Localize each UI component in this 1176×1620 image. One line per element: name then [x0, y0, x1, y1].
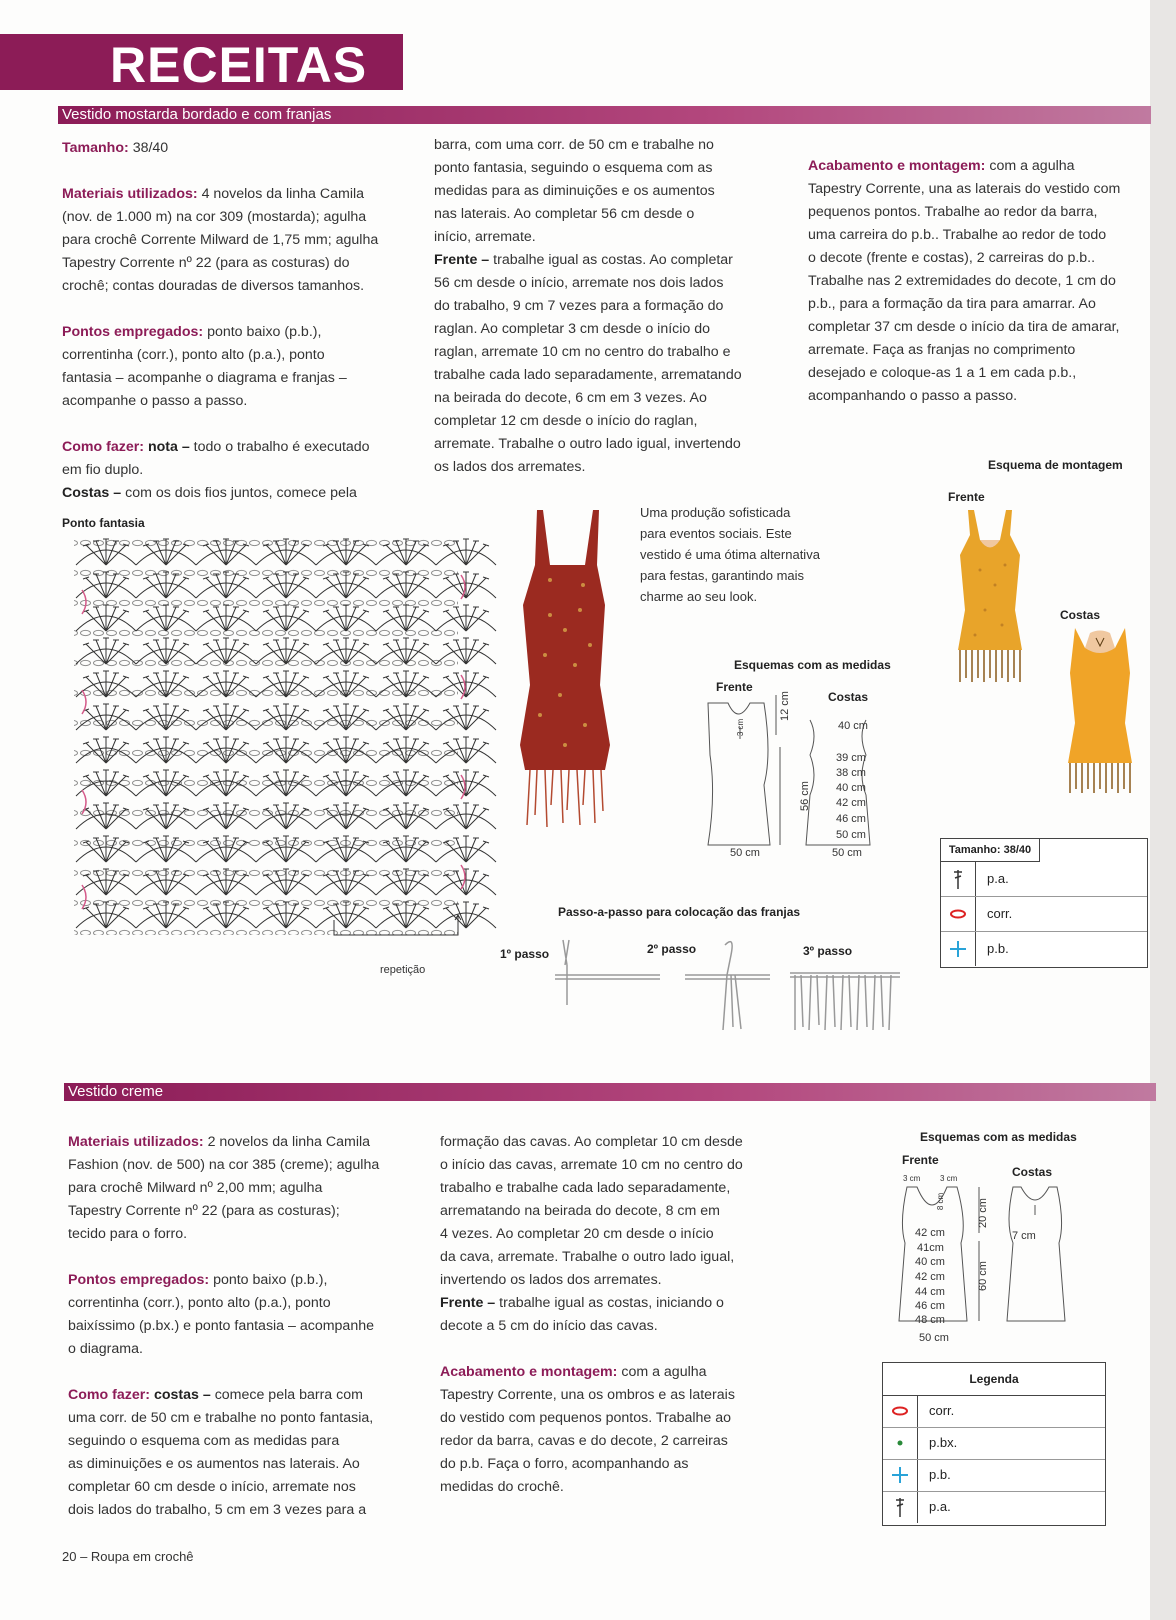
- acabamento-line: completar 37 cm desde o início da tira de amarar,: [808, 319, 1120, 335]
- acabamento-line: desejado e coloque-as 1 a 1 em cada p.b.,: [808, 365, 1077, 381]
- photo-caption-line: para eventos sociais. Este: [640, 526, 792, 541]
- frente-line: arremate. Trabalhe o outro lado igual, invertendo: [434, 436, 741, 452]
- mustard-dress-back: [1050, 628, 1150, 803]
- costas-dim: 50 cm: [832, 847, 862, 859]
- pontos2-line: ponto baixo (p.b.),: [213, 1272, 328, 1288]
- pa-symbol-icon: [941, 862, 976, 896]
- como-nota: nota –: [147, 439, 190, 455]
- materiais2-line: tecido para o forro.: [68, 1226, 188, 1242]
- photo-caption-line: para festas, garantindo mais: [640, 568, 805, 583]
- pontos-label: Pontos empregados:: [62, 324, 204, 340]
- costas-dim: 40 cm: [838, 720, 868, 732]
- pontos2-line: o diagrama.: [68, 1341, 143, 1357]
- acabamento-line: p.b., para a formação da tira para amarrar. Ao: [808, 296, 1096, 312]
- section1-col3: [808, 155, 1153, 408]
- section2-col1: [68, 1131, 413, 1522]
- materiais-line: 4 novelos da linha Camila: [201, 186, 365, 202]
- passo-illustrations: [555, 935, 900, 1030]
- frente2-label: Frente –: [440, 1295, 496, 1311]
- acabamento-line: pequenos pontos. Trabalhe ao redor da barra,: [808, 204, 1098, 220]
- legend-1-label: p.b.: [987, 941, 1009, 956]
- header-banner: [0, 34, 403, 93]
- pontos-line: ponto baixo (p.b.),: [207, 324, 322, 340]
- costas-dim: 42 cm: [836, 797, 866, 809]
- frente2-dim: 50 cm: [919, 1332, 949, 1344]
- col2-line: nas laterais. Ao completar 56 cm desde o: [434, 206, 695, 222]
- frente2-line: trabalhe igual as costas, iniciando o: [499, 1295, 724, 1311]
- frente-line: trabalhe cada lado separadamente, arrematando: [434, 367, 742, 383]
- acabamento-line: o decote (frente e costas), 2 carreiras do p.b..: [808, 250, 1096, 266]
- materiais2-line: Fashion (nov. de 500) na cor 385 (creme); agulha: [68, 1157, 380, 1173]
- como-line: em fio duplo.: [62, 462, 144, 478]
- pontos-line: correntinha (corr.), ponto alto (p.a.), ponto: [62, 347, 325, 363]
- legend-1-row: [941, 862, 1147, 897]
- frente2-width: 40 cm: [915, 1256, 945, 1268]
- passo-2-label: 2º passo: [647, 942, 697, 956]
- medidas-title-2: Esquemas com as medidas: [920, 1130, 1077, 1144]
- legend-1-label: corr.: [987, 906, 1013, 921]
- medidas-frente-label-2: Frente: [902, 1153, 939, 1167]
- costas-dim: 50 cm: [836, 829, 866, 841]
- esquema-montagem-title: Esquema de montagem: [988, 458, 1123, 472]
- costas-dim: 38 cm: [836, 767, 866, 779]
- como2-line: completar 60 cm desde o início, arremate nos: [68, 1479, 356, 1495]
- materiais-line: (nov. de 1.000 m) na cor 309 (mostarda); agulha: [62, 209, 367, 225]
- section1-col2: [434, 134, 774, 479]
- frente2-dim: 20 cm: [976, 1198, 989, 1228]
- frente-line: raglan. Ao completar 3 cm desde o início do: [434, 321, 711, 337]
- frente-line: na beirada do decote, 6 cm em 3 vezes. Ao: [434, 390, 707, 406]
- legend-2-label: corr.: [929, 1403, 955, 1418]
- page-edge: [1150, 0, 1176, 1620]
- frente-line: completar 12 cm desde o início do raglan,: [434, 413, 698, 429]
- acabamento-line: com a agulha: [989, 158, 1075, 174]
- col2-line: início, arremate.: [434, 229, 536, 245]
- ponto-fantasia-caption: Ponto fantasia: [62, 516, 145, 530]
- frente2-width: 48 cm: [915, 1314, 945, 1326]
- tamanho-value: 38/40: [132, 140, 169, 156]
- legend-2-row: [883, 1492, 1105, 1523]
- legend-2-row: [883, 1428, 1105, 1460]
- medidas-costas-label-1: Costas: [828, 690, 869, 704]
- como2-line: seguindo o esquema com as medidas para: [68, 1433, 340, 1449]
- col2b-line: invertendo os lados dos arremates.: [440, 1272, 662, 1288]
- acab2-line: do vestido com pequenos pontos. Trabalhe ao: [440, 1410, 732, 1426]
- pb-symbol-icon: [883, 1460, 918, 1491]
- materiais-label: Materiais utilizados:: [62, 186, 198, 202]
- frente-dim: 56 cm: [798, 781, 811, 811]
- medidas-frente-label-1: Frente: [716, 680, 753, 694]
- costas-label: Costas –: [62, 485, 122, 501]
- acabamento-line: arremate. Faça as franjas no comprimento: [808, 342, 1076, 358]
- acabamento-line: Tapestry Corrente, una as laterais do vestido com: [808, 181, 1121, 197]
- como2-line: uma corr. de 50 cm e trabalhe no ponto fantasia,: [68, 1410, 374, 1426]
- photo-caption-line: charme ao seu look.: [640, 589, 758, 604]
- frente2-line: decote a 5 cm do início das cavas.: [440, 1318, 658, 1334]
- col2b-line: formação das cavas. Ao completar 10 cm desde: [440, 1134, 743, 1150]
- frente-line: os lados dos arremates.: [434, 459, 586, 475]
- col2-line: barra, com uma corr. de 50 cm e trabalhe no: [434, 137, 714, 153]
- acab2-line: Tapestry Corrente, una os ombros e as laterais: [440, 1387, 735, 1403]
- pontos2-line: correntinha (corr.), ponto alto (p.a.), ponto: [68, 1295, 331, 1311]
- medidas-diagram-1: [700, 695, 900, 855]
- como2-label: Como fazer:: [68, 1387, 150, 1403]
- legend-2-row: [883, 1460, 1105, 1492]
- page-footer: 20 – Roupa em crochê: [62, 1549, 194, 1564]
- red-dress-photo: [505, 505, 635, 830]
- col2b-line: arrematando na beirada do decote, 8 cm em: [440, 1203, 720, 1219]
- col2b-line: 4 vezes. Ao completar 20 cm desde o início: [440, 1226, 714, 1242]
- acabamento-line: acompanhando o passo a passo.: [808, 388, 1018, 404]
- col2b-line: trabalho e trabalhe cada lado separadamente,: [440, 1180, 731, 1196]
- pontos2-label: Pontos empregados:: [68, 1272, 210, 1288]
- repeticao-label: repetição: [380, 964, 426, 976]
- materiais2-line: para crochê Milward nº 2,00 mm; agulha: [68, 1180, 323, 1196]
- col2b-line: o início das cavas, arremate 10 cm no centro do: [440, 1157, 743, 1173]
- como-label: Como fazer:: [62, 439, 144, 455]
- acabamento-label: Acabamento e montagem:: [808, 158, 986, 174]
- costas-dim: 40 cm: [836, 782, 866, 794]
- acabamento-line: uma carreira do p.b.. Trabalhe ao redor de todo: [808, 227, 1107, 243]
- frente2-width: 42 cm: [915, 1271, 945, 1283]
- materiais-line: Tapestry Corrente nº 22 (para as costuras) do: [62, 255, 350, 271]
- pontos-line: acompanhe o passo a passo.: [62, 393, 248, 409]
- col2-line: ponto fantasia, seguindo o esquema com as: [434, 160, 713, 176]
- acab2-line: medidas do crochê.: [440, 1479, 564, 1495]
- legend-2-label: p.a.: [929, 1499, 951, 1514]
- frente2-dim: 8 cm: [936, 1192, 946, 1211]
- col2-line: medidas para as diminuições e os aumentos: [434, 183, 715, 199]
- frente-dim: 3 cm: [736, 718, 746, 737]
- acabamento-line: Trabalhe nas 2 extremidades do decote, 1 cm do: [808, 273, 1116, 289]
- legend-2-label: p.b.: [929, 1467, 951, 1482]
- pa-symbol-icon: [883, 1492, 918, 1523]
- materiais2-line: Tapestry Corrente nº 22 (para as costuras);: [68, 1203, 340, 1219]
- como2-line: comece pela barra com: [214, 1387, 363, 1403]
- photo-caption-line: vestido é uma ótima alternativa: [640, 547, 820, 562]
- frente2-width: 46 cm: [915, 1300, 945, 1312]
- medidas-costas-label-2: Costas: [1012, 1165, 1053, 1179]
- photo-caption: [640, 502, 860, 607]
- pontos-line: fantasia – acompanhe o diagrama e franjas –: [62, 370, 347, 386]
- frente-line: do trabalho, 9 cm 7 vezes para a formação do: [434, 298, 724, 314]
- pbx-symbol-icon: [883, 1428, 918, 1459]
- mustard-dress-front: [940, 510, 1040, 690]
- como-line: todo o trabalho é executado: [193, 439, 370, 455]
- como2-line: dois lados do trabalho, 5 cm em 3 vezes para a: [68, 1502, 367, 1518]
- frente-line: 56 cm desde o início, arremate nos dois lados: [434, 275, 724, 291]
- legend-2-title: Legenda: [883, 1363, 1105, 1396]
- ponto-fantasia-diagram: [66, 535, 486, 960]
- acab2-line: com a agulha: [621, 1364, 707, 1380]
- costas-dim: 39 cm: [836, 752, 866, 764]
- passo-1-label: 1º passo: [500, 947, 550, 961]
- col2b-line: da cava, arremate. Trabalhe o outro lado igual,: [440, 1249, 735, 1265]
- medidas-title-1: Esquemas com as medidas: [734, 658, 891, 672]
- section1-title: Vestido mostarda bordado e com franjas: [62, 106, 332, 123]
- legend-2: [882, 1362, 1106, 1526]
- pb-symbol-icon: [941, 932, 976, 966]
- frente-line: trabalhe igual as costas. Ao completar: [493, 252, 733, 268]
- acab2-line: redor da barra, cavas e do decote, 2 carreiras: [440, 1433, 728, 1449]
- materiais2-label: Materiais utilizados:: [68, 1134, 204, 1150]
- passo-title: Passo-a-passo para colocação das franjas: [558, 905, 801, 919]
- frente2-dim: 3 cm: [940, 1174, 958, 1183]
- page-title: RECEITAS: [110, 37, 368, 93]
- section1-col1: [62, 137, 407, 505]
- materiais-line: crochê; contas douradas de diversos tamanhos.: [62, 278, 365, 294]
- pontos2-line: baixíssimo (p.bx.) e ponto fantasia – acompanhe: [68, 1318, 374, 1334]
- photo-caption-line: Uma produção sofisticada: [640, 505, 791, 520]
- legend-2-row: [883, 1396, 1105, 1428]
- montagem-frente-label: Frente: [948, 490, 985, 504]
- corr-symbol-icon: [883, 1396, 918, 1427]
- materiais-line: para crochê Corrente Milward de 1,75 mm; agulha: [62, 232, 379, 248]
- frente2-width: 44 cm: [915, 1286, 945, 1298]
- legend-1: [940, 838, 1148, 968]
- frente-dim: 12 cm: [778, 691, 791, 721]
- como2-line: as diminuições e os aumentos nas laterais. Ao: [68, 1456, 360, 1472]
- frente2-dim: 60 cm: [976, 1261, 989, 1291]
- section2-col2: [440, 1131, 785, 1499]
- montagem-costas-label: Costas: [1060, 608, 1101, 622]
- tamanho-label: Tamanho:: [62, 140, 129, 156]
- frente2-width: 41cm: [917, 1242, 944, 1254]
- frente-dim: 50 cm: [730, 847, 760, 859]
- legend-1-label: p.a.: [987, 871, 1009, 886]
- legend-1-row: [941, 932, 1147, 966]
- corr-symbol-icon: [941, 897, 976, 931]
- frente2-dim: 3 cm: [903, 1174, 921, 1183]
- section2-bar: [64, 1083, 1156, 1101]
- legend-1-title: Tamanho: 38/40: [941, 839, 1040, 862]
- acab2-line: do p.b. Faça o forro, acompanhando as: [440, 1456, 689, 1472]
- section2-title: Vestido creme: [68, 1083, 164, 1100]
- frente2-width: 42 cm: [915, 1227, 945, 1239]
- costas2-dim: 7 cm: [1012, 1230, 1036, 1242]
- legend-2-label: p.bx.: [929, 1435, 958, 1450]
- legend-1-row: [941, 897, 1147, 932]
- acab2-label: Acabamento e montagem:: [440, 1364, 618, 1380]
- materiais2-line: 2 novelos da linha Camila: [207, 1134, 371, 1150]
- passo-3-label: 3º passo: [803, 944, 853, 958]
- como2-costas: costas –: [153, 1387, 211, 1403]
- costas-dim: 46 cm: [836, 813, 866, 825]
- frente-line: raglan, arremate 10 cm no centro do trabalho e: [434, 344, 731, 360]
- frente-label: Frente –: [434, 252, 490, 268]
- costas-line: com os dois fios juntos, comece pela: [125, 485, 357, 501]
- section1-bar: [58, 106, 1151, 124]
